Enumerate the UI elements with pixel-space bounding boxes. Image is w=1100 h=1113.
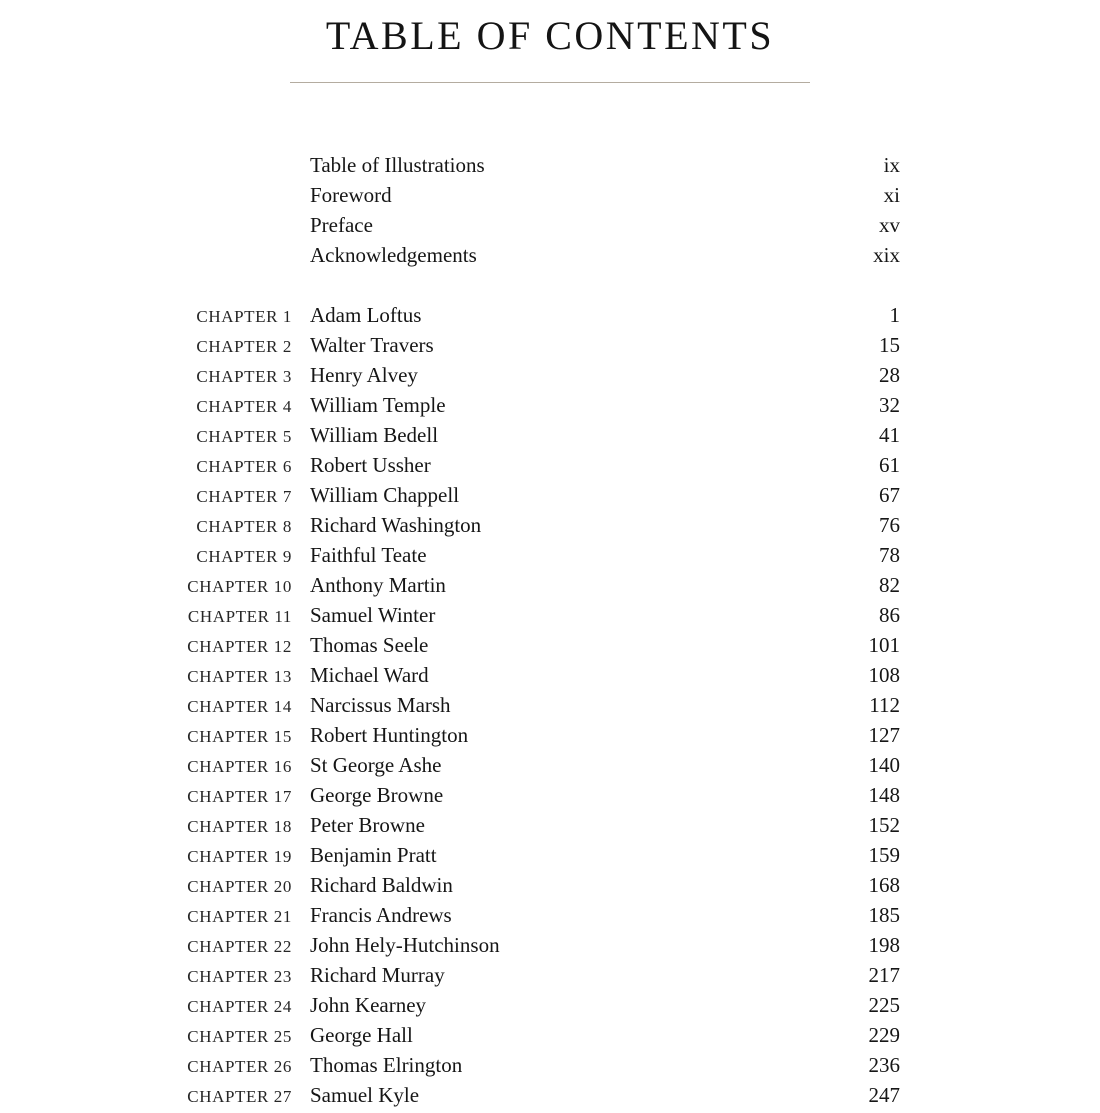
toc-entry-page: 140 xyxy=(868,753,900,777)
toc-entry-title: George Hall xyxy=(310,1023,413,1047)
toc-entry-title: Richard Murray xyxy=(310,963,445,987)
toc-entry[interactable] xyxy=(0,183,1100,213)
toc-entry-title: Robert Ussher xyxy=(310,453,431,477)
toc-entry-title: Acknowledgements xyxy=(310,243,477,267)
toc-chapter-label: CHAPTER 13 xyxy=(187,667,292,686)
toc-entry-page: 148 xyxy=(868,783,900,807)
toc-chapter-label: CHAPTER 22 xyxy=(187,937,292,956)
toc-entry-page: 108 xyxy=(868,663,900,687)
toc-entry-page: 247 xyxy=(868,1083,900,1107)
toc-entry[interactable] xyxy=(0,993,1100,1023)
toc-entry-page: 112 xyxy=(869,693,900,717)
page-title: TABLE OF CONTENTS xyxy=(325,13,775,58)
toc-entry[interactable] xyxy=(0,723,1100,753)
front-matter-list xyxy=(0,153,1100,273)
toc-entry[interactable] xyxy=(0,1023,1100,1053)
toc-entry[interactable] xyxy=(0,453,1100,483)
toc-entry[interactable] xyxy=(0,933,1100,963)
toc-chapter-label: CHAPTER 3 xyxy=(196,367,292,386)
toc-entry-title: Robert Huntington xyxy=(310,723,469,747)
toc-entry-title: Adam Loftus xyxy=(310,303,422,327)
toc-entry-page: xi xyxy=(883,183,900,207)
toc-entry-page: 152 xyxy=(868,813,900,837)
toc-entry-title: William Chappell xyxy=(310,483,460,507)
toc-entry-page: ix xyxy=(883,153,900,177)
toc-chapter-label: CHAPTER 17 xyxy=(187,787,292,806)
toc-entry[interactable] xyxy=(0,573,1100,603)
toc-entry-page: 28 xyxy=(879,363,900,387)
toc-entry-page: 32 xyxy=(879,393,900,417)
toc-entry-title: Richard Washington xyxy=(310,513,482,537)
toc-entry-title: John Hely-Hutchinson xyxy=(310,933,500,957)
toc-entry-title: William Bedell xyxy=(310,423,439,447)
toc-chapter-label: CHAPTER 8 xyxy=(196,517,292,536)
toc-entry-title: Peter Browne xyxy=(310,813,425,837)
toc-chapter-label: CHAPTER 1 xyxy=(196,307,292,326)
toc-entry-title: George Browne xyxy=(310,783,444,807)
toc-entry[interactable] xyxy=(0,693,1100,723)
toc-chapter-label: CHAPTER 10 xyxy=(187,577,292,596)
toc-entry[interactable] xyxy=(0,333,1100,363)
toc-entry[interactable] xyxy=(0,1083,1100,1113)
toc-entry-title: Narcissus Marsh xyxy=(310,693,451,717)
toc-entry-title: Foreword xyxy=(310,183,392,207)
toc-entry-title: Preface xyxy=(310,213,373,237)
toc-entry-page: 168 xyxy=(868,873,900,897)
toc-chapter-label: CHAPTER 2 xyxy=(196,337,292,356)
toc-entry-page: 61 xyxy=(879,453,900,477)
toc-entry-title: Thomas Seele xyxy=(310,633,429,657)
toc-entry[interactable] xyxy=(0,303,1100,333)
toc-entry-title: Thomas Elrington xyxy=(310,1053,463,1077)
toc-entry-page: 76 xyxy=(879,513,900,537)
toc-chapter-label: CHAPTER 23 xyxy=(187,967,292,986)
toc-entry-title: St George Ashe xyxy=(310,753,442,777)
toc-entry[interactable] xyxy=(0,483,1100,513)
toc-entry-title: Table of Illustrations xyxy=(310,153,485,177)
toc-entry[interactable] xyxy=(0,903,1100,933)
toc-entry[interactable] xyxy=(0,213,1100,243)
toc-entry[interactable] xyxy=(0,603,1100,633)
toc-entry-page: 127 xyxy=(868,723,900,747)
toc-entry[interactable] xyxy=(0,393,1100,423)
toc-entry-page: 229 xyxy=(868,1023,900,1047)
toc-entry-title: Samuel Kyle xyxy=(310,1083,420,1107)
toc-chapter-label: CHAPTER 25 xyxy=(187,1027,292,1046)
toc-chapter-label: CHAPTER 27 xyxy=(187,1087,292,1106)
toc-chapter-label: CHAPTER 20 xyxy=(187,877,292,896)
toc-entry[interactable] xyxy=(0,423,1100,453)
toc-entry[interactable] xyxy=(0,963,1100,993)
toc-entry-page: 78 xyxy=(879,543,900,567)
toc-entry-title: Anthony Martin xyxy=(310,573,446,597)
toc-entry[interactable] xyxy=(0,543,1100,573)
toc-entry-page: 67 xyxy=(879,483,900,507)
toc-entry-page: 15 xyxy=(879,333,900,357)
toc-entry-title: Faithful Teate xyxy=(310,543,427,567)
toc-chapter-label: CHAPTER 11 xyxy=(187,607,292,626)
toc-entry-page: 159 xyxy=(868,843,900,867)
toc-entry-page: 217 xyxy=(868,963,900,987)
title-divider xyxy=(290,82,810,83)
toc-entry-title: William Temple xyxy=(310,393,446,417)
toc-entry-title: Samuel Winter xyxy=(310,603,436,627)
toc-entry-page: 198 xyxy=(868,933,900,957)
toc-chapter-label: CHAPTER 16 xyxy=(187,757,292,776)
toc-chapter-label: CHAPTER 26 xyxy=(187,1057,292,1076)
toc-entry[interactable] xyxy=(0,783,1100,813)
toc-entry[interactable] xyxy=(0,873,1100,903)
toc-entry-title: Walter Travers xyxy=(310,333,434,357)
toc-entry-title: Richard Baldwin xyxy=(310,873,453,897)
toc-chapter-label: CHAPTER 15 xyxy=(187,727,292,746)
toc-entry-page: 41 xyxy=(879,423,900,447)
toc-entry-page: 86 xyxy=(879,603,900,627)
toc-entry[interactable] xyxy=(0,243,1100,273)
toc-chapter-label: CHAPTER 18 xyxy=(187,817,292,836)
toc-chapter-label: CHAPTER 5 xyxy=(196,427,292,446)
toc-entry-page: xix xyxy=(873,243,900,267)
toc-entry[interactable] xyxy=(0,153,1100,183)
toc-chapter-label: CHAPTER 9 xyxy=(196,547,292,566)
toc-entry-title: Benjamin Pratt xyxy=(310,843,437,867)
toc-entry[interactable] xyxy=(0,1053,1100,1083)
toc-chapter-label: CHAPTER 19 xyxy=(187,847,292,866)
toc-chapter-label: CHAPTER 14 xyxy=(187,697,292,716)
toc-entry[interactable] xyxy=(0,663,1100,693)
toc-chapter-label: CHAPTER 6 xyxy=(196,457,292,476)
toc-entry-title: Michael Ward xyxy=(310,663,429,687)
toc-entry-page: 1 xyxy=(889,303,900,327)
toc-entry[interactable] xyxy=(0,753,1100,783)
toc-entry-title: Francis Andrews xyxy=(310,903,452,927)
toc-chapter-label: CHAPTER 21 xyxy=(187,907,292,926)
toc-entry-page: 82 xyxy=(879,573,900,597)
toc-entry[interactable] xyxy=(0,813,1100,843)
toc-entry[interactable] xyxy=(0,843,1100,873)
toc-entry[interactable] xyxy=(0,513,1100,543)
toc-entry-page: 101 xyxy=(868,633,900,657)
toc-entry-page: 225 xyxy=(868,993,900,1017)
toc-entry[interactable] xyxy=(0,363,1100,393)
toc-chapter-label: CHAPTER 4 xyxy=(196,397,292,416)
toc-entry-page: 185 xyxy=(868,903,900,927)
toc-chapter-label: CHAPTER 7 xyxy=(196,487,292,506)
toc-entry-page: 236 xyxy=(868,1053,900,1077)
toc-entry[interactable] xyxy=(0,633,1100,663)
toc-chapter-label: CHAPTER 12 xyxy=(187,637,292,656)
chapter-list xyxy=(0,303,1100,1113)
toc-entry-title: Henry Alvey xyxy=(310,363,418,387)
toc-chapter-label: CHAPTER 24 xyxy=(187,997,292,1016)
toc-entry-title: John Kearney xyxy=(310,993,427,1017)
toc-entry-page: xv xyxy=(879,213,900,237)
